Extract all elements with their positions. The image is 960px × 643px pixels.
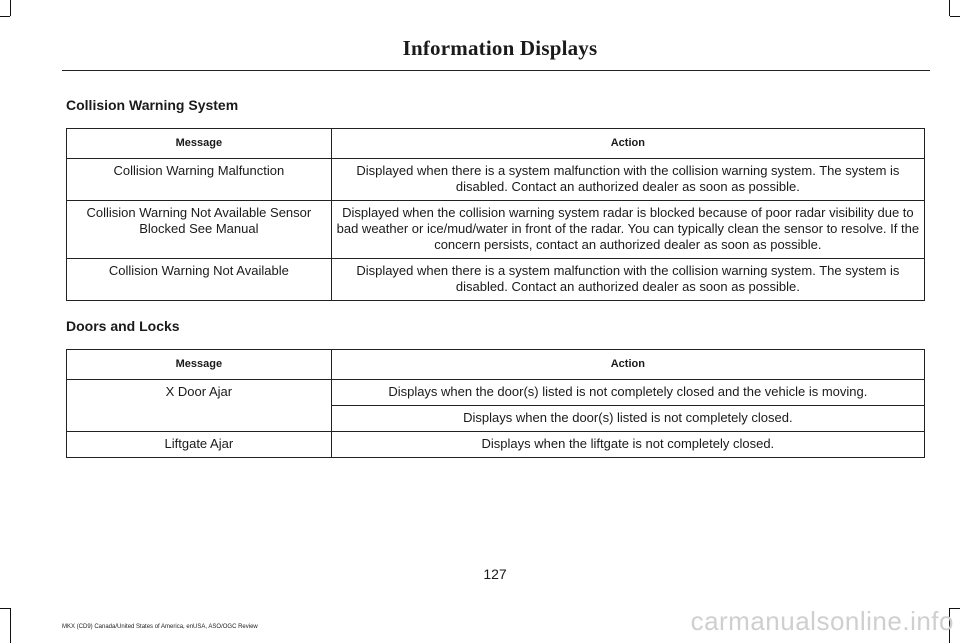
message-cell: Collision Warning Not Available: [67, 259, 332, 301]
collision-warning-table: [66, 128, 925, 301]
action-cell: Displays when the door(s) listed is not completely closed.: [331, 406, 924, 432]
action-cell: Displayed when the collision warning system radar is blocked because of poor radar visibility due to bad weather or ice/mud/water in front of the radar. You can typically clean the sensor to resolve. If the concern persists, contact an authorized dealer as soon as possible.: [331, 201, 924, 259]
crop-mark: [10, 0, 11, 16]
crop-mark: [0, 16, 10, 17]
table-row: [67, 259, 925, 301]
crop-mark: [950, 16, 960, 17]
message-cell: X Door Ajar: [67, 380, 332, 432]
column-header-message: Message: [67, 129, 332, 159]
document-footer: MKX (CD9) Canada/United States of America, enUSA, ASO/OGC Review: [62, 624, 258, 630]
page-number: 127: [483, 566, 507, 582]
table-row: [67, 159, 925, 201]
action-cell: Displays when the door(s) listed is not completely closed and the vehicle is moving.: [331, 380, 924, 406]
column-header-action: Action: [331, 129, 924, 159]
table-row: [67, 380, 925, 406]
action-cell: Displayed when there is a system malfunction with the collision warning system. The system is disabled. Contact an authorized dealer as soon as possible.: [331, 159, 924, 201]
header-divider: [62, 70, 930, 71]
page-title: Information Displays: [402, 36, 598, 60]
crop-mark: [949, 0, 950, 16]
message-cell: Collision Warning Not Available Sensor Blocked See Manual: [67, 201, 332, 259]
table-row: [67, 432, 925, 458]
column-header-message: Message: [67, 350, 332, 380]
crop-mark: [10, 608, 11, 643]
table-row: [67, 201, 925, 259]
action-cell: Displayed when there is a system malfunction with the collision warning system. The system is disabled. Contact an authorized dealer as soon as possible.: [331, 259, 924, 301]
table-header-row: [67, 129, 925, 159]
section-title-collision-warning: Collision Warning System: [66, 97, 239, 113]
watermark: carmanualsonline.info: [690, 606, 954, 636]
message-cell: Collision Warning Malfunction: [67, 159, 332, 201]
section-title-doors-locks: Doors and Locks: [66, 318, 180, 334]
message-cell: Liftgate Ajar: [67, 432, 332, 458]
action-cell: Displays when the liftgate is not completely closed.: [331, 432, 924, 458]
column-header-action: Action: [331, 350, 924, 380]
doors-locks-table: [66, 349, 925, 458]
table-header-row: [67, 350, 925, 380]
crop-mark: [0, 608, 10, 609]
